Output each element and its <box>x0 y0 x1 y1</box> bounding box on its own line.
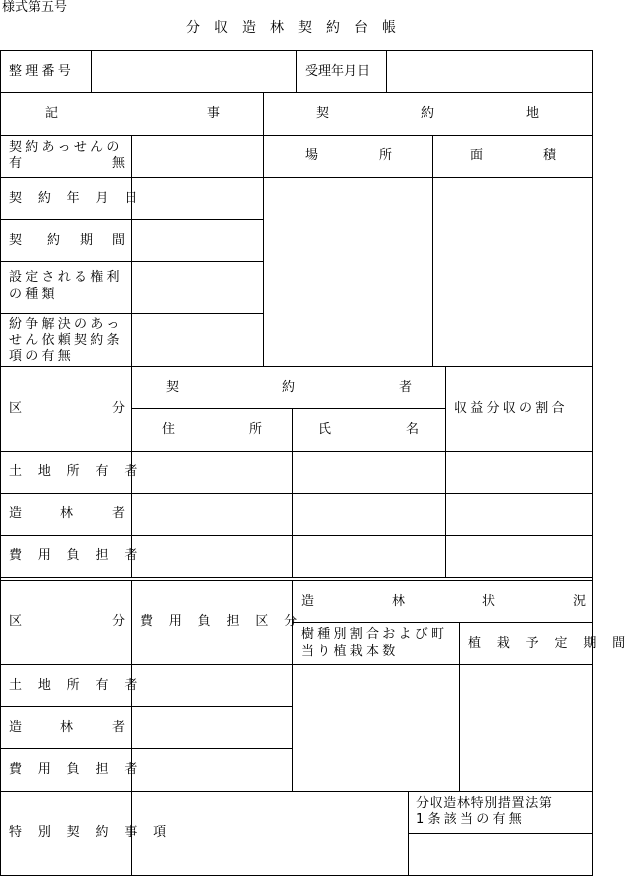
s3-row-costbearer: 費 用 負 担 者 <box>9 762 144 777</box>
kiji-char-2: 事 <box>207 106 221 121</box>
s3-cost-division: 費 用 負 担 区 分 <box>140 614 304 629</box>
divider <box>0 664 593 665</box>
s3-species-1: 樹種別割合および町 <box>301 627 448 642</box>
divider <box>0 706 292 707</box>
s3-row-zourin-3: 者 <box>112 720 126 735</box>
divider <box>0 451 593 452</box>
s4-special-terms: 特 別 契 約 事 項 <box>9 825 173 840</box>
label-period-1: 契 <box>9 233 23 248</box>
kiji-char-1: 記 <box>45 106 59 121</box>
divider <box>0 261 263 262</box>
keiyakuchi-char-1: 契 <box>316 106 330 121</box>
label-seiri-bango: 整理番号 <box>9 64 75 79</box>
s3-jokyo-4: 況 <box>573 594 587 609</box>
s2-keiyakusha-1: 契 <box>166 380 180 395</box>
s2-name-2: 名 <box>406 422 420 437</box>
label-right-type-1: 設定される権利 <box>9 270 123 285</box>
juri-date-field[interactable] <box>387 51 592 92</box>
divider <box>296 50 297 92</box>
label-juri-date: 受理年月日 <box>305 64 371 79</box>
s3-species-2: 当り植栽本数 <box>301 644 399 659</box>
divider <box>292 580 293 791</box>
form-number: 様式第五号 <box>2 0 68 15</box>
s2-row-landowner: 土 地 所 有 者 <box>9 464 144 479</box>
divider <box>0 135 593 136</box>
divider <box>0 92 593 93</box>
divider <box>0 493 593 494</box>
s3-jokyo-3: 状 <box>482 594 496 609</box>
divider <box>459 622 460 791</box>
s2-name-1: 氏 <box>318 422 332 437</box>
frame-right-line <box>592 50 593 876</box>
label-right-type-2: の種類 <box>9 287 58 302</box>
frame-left-line <box>0 50 1 876</box>
label-assen-line1: 契約あっせんの <box>9 140 123 155</box>
keiyakuchi-char-3: 地 <box>526 106 540 121</box>
divider <box>0 366 593 367</box>
divider <box>0 219 263 220</box>
s3-planting-period: 植 栽 予 定 期 間 <box>468 636 631 651</box>
label-assen-yu: 有 <box>9 156 23 171</box>
s3-kubun-1: 区 <box>9 614 23 629</box>
divider <box>0 748 292 749</box>
label-dispute-3: 項の有無 <box>9 349 75 364</box>
divider <box>0 177 263 178</box>
s3-kubun-2: 分 <box>112 614 126 629</box>
form-title: 分 収 造 林 契 約 台 帳 <box>186 20 396 36</box>
divider <box>0 580 593 581</box>
s2-kubun-1: 区 <box>9 401 23 416</box>
s2-share: 収益分収の割合 <box>454 401 568 416</box>
label-period-4: 間 <box>112 233 126 248</box>
s3-jokyo-1: 造 <box>301 594 315 609</box>
divider <box>131 408 445 409</box>
label-dispute-2: せん依頼契約条 <box>9 333 123 348</box>
divider <box>0 535 593 536</box>
location-char-2: 所 <box>379 148 393 163</box>
s2-keiyakusha-3: 者 <box>399 380 413 395</box>
seiri-bango-field[interactable] <box>92 51 296 92</box>
area-char-1: 面 <box>470 148 484 163</box>
keiyakuchi-char-2: 約 <box>421 106 435 121</box>
divider <box>0 313 263 314</box>
s2-keiyakusha-2: 約 <box>282 380 296 395</box>
divider <box>292 622 593 623</box>
divider <box>263 177 593 178</box>
label-period-2: 約 <box>47 233 61 248</box>
s2-address-2: 所 <box>249 422 263 437</box>
label-dispute-1: 紛争解決のあっ <box>9 317 123 332</box>
s2-row-costbearer: 費 用 負 担 者 <box>9 548 144 563</box>
divider <box>0 577 593 578</box>
s2-address-1: 住 <box>162 422 176 437</box>
divider <box>432 135 433 366</box>
special-terms-field[interactable] <box>132 792 408 875</box>
area-char-2: 積 <box>543 148 557 163</box>
s2-kubun-2: 分 <box>112 401 126 416</box>
label-period-3: 期 <box>80 233 94 248</box>
label-assen-mu: 無 <box>112 156 126 171</box>
s4-measures-1: 分収造林特別措置法第 <box>416 796 553 811</box>
s3-row-zourin-2: 林 <box>60 720 74 735</box>
s4-measures-2: 1条該当の有無 <box>416 812 526 827</box>
s2-row-zourin-3: 者 <box>112 506 126 521</box>
label-contract-date: 契 約 年 月 日 <box>9 191 144 206</box>
divider <box>263 92 264 366</box>
measures-applicable-field[interactable] <box>409 834 592 875</box>
s3-row-landowner: 土 地 所 有 者 <box>9 678 144 693</box>
divider <box>131 135 132 366</box>
location-char-1: 場 <box>305 148 319 163</box>
s2-row-zourin-2: 林 <box>60 506 74 521</box>
divider <box>445 366 446 578</box>
s3-jokyo-2: 林 <box>392 594 406 609</box>
s2-row-zourin-1: 造 <box>9 506 23 521</box>
s3-row-zourin-1: 造 <box>9 720 23 735</box>
